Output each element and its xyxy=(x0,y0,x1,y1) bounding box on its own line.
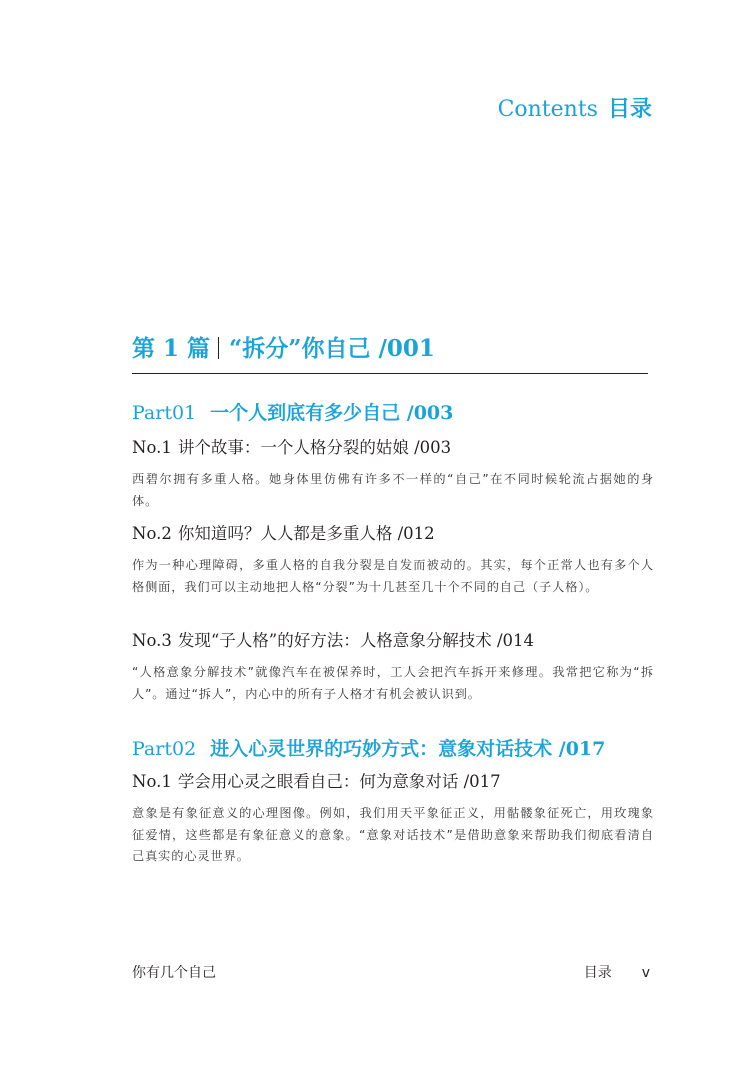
section-description: 西碧尔拥有多重人格。她身体里仿佛有许多不一样的“自己”在不同时候轮流占据她的身体。 xyxy=(132,472,654,508)
toc-section-part01-no2[interactable] xyxy=(132,522,435,546)
footer-book-title: 你有几个自己 xyxy=(132,965,216,981)
section-number: No.3 xyxy=(132,631,172,650)
section-description: “人格意象分解技术”就像汽车在被保养时，工人会把汽车拆开来修理。我常把它称为“拆人”。通过“拆人”，内心中的所有子人格才有机会被认识到。 xyxy=(132,665,654,701)
part-number: Part01 xyxy=(132,402,197,424)
toc-section-part01-no3[interactable] xyxy=(132,629,534,653)
chapter-title: “拆分”你自己 /001 xyxy=(229,335,435,362)
contents-heading-en: Contents xyxy=(497,97,598,122)
section-number: No.2 xyxy=(132,524,172,543)
part-title: 进入心灵世界的巧妙方式：意象对话技术 /017 xyxy=(210,738,606,760)
chapter-rule xyxy=(132,373,648,374)
chapter-label: 第 1 篇 xyxy=(132,335,211,362)
toc-section-part02-no1[interactable] xyxy=(132,770,501,794)
part-title: 一个人到底有多少自己 /003 xyxy=(210,402,454,424)
contents-heading-zh: 目录 xyxy=(607,96,652,122)
section-title: 发现“子人格”的好方法：人格意象分解技术 /014 xyxy=(177,631,534,650)
contents-heading xyxy=(498,92,652,123)
chapter-heading[interactable] xyxy=(132,334,435,364)
section-description: 作为一种心理障碍，多重人格的自我分裂是自发而被动的。其实，每个正常人也有多个人格侧面，我们可以主动地把人格“分裂”为十几甚至几十个不同的自己（子人格）。 xyxy=(132,558,654,594)
part-number: Part02 xyxy=(132,738,197,760)
section-title: 你知道吗？人人都是多重人格 /012 xyxy=(177,524,435,543)
section-description: 意象是有象征意义的心理图像。例如，我们用天平象征正义，用骷髅象征死亡，用玫瑰象征爱情，这些都是有象征意义的意象。“意象对话技术”是借助意象来帮助我们彻底看清自己真实的心灵世界。 xyxy=(132,806,654,863)
section-number: No.1 xyxy=(132,772,172,791)
toc-section-part01-no1[interactable] xyxy=(132,436,451,460)
section-title: 讲个故事：一个人格分裂的姑娘 /003 xyxy=(177,438,452,457)
section-title: 学会用心灵之眼看自己：何为意象对话 /017 xyxy=(177,772,501,791)
toc-part-01[interactable] xyxy=(132,400,453,426)
section-number: No.1 xyxy=(132,438,172,457)
chapter-divider xyxy=(218,337,219,359)
footer-section-label: 目录 xyxy=(583,965,612,981)
toc-part-02[interactable] xyxy=(132,736,605,762)
footer-page-number: v xyxy=(641,965,650,981)
footer-page-info xyxy=(584,962,650,982)
